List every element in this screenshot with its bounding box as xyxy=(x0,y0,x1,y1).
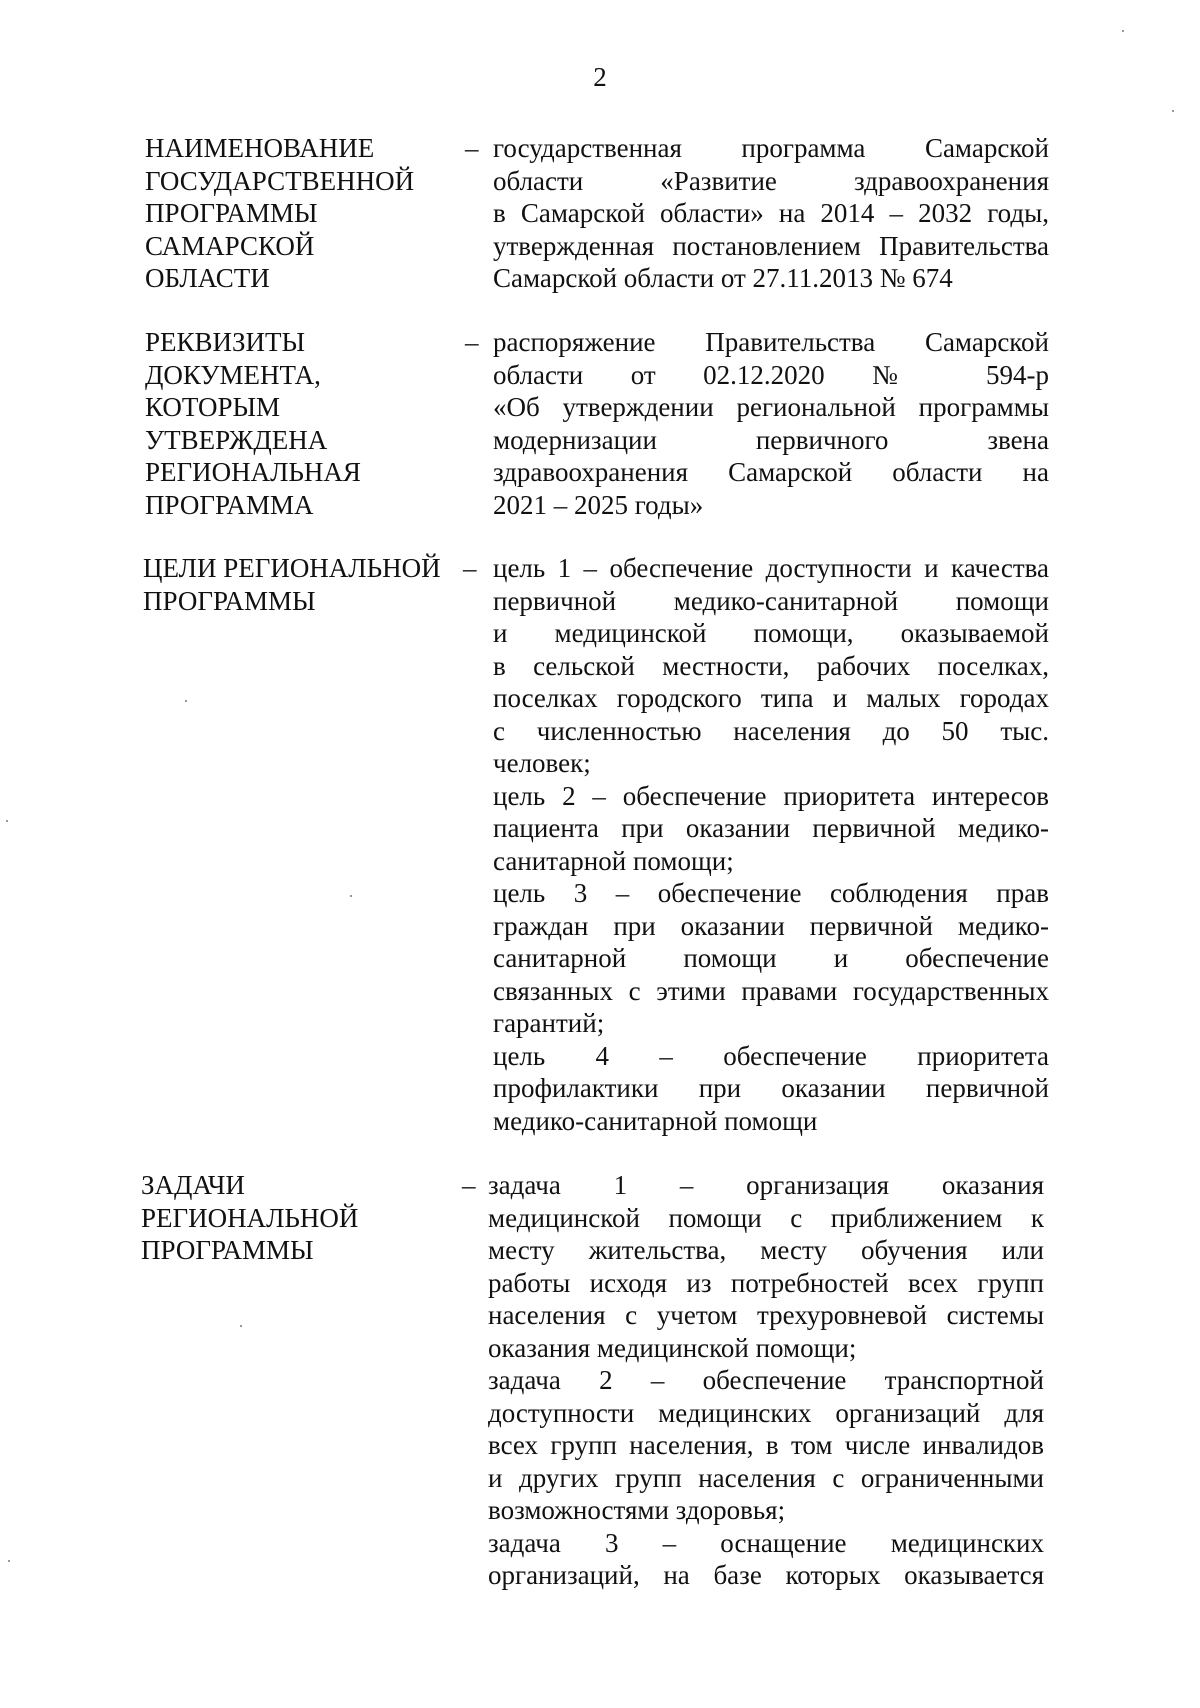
scan-speck xyxy=(350,895,352,897)
section-label xyxy=(145,132,465,295)
content-line: в сельской местности, рабочих поселках, xyxy=(493,650,1049,681)
content-line: цель 4 – обеспечение приоритета xyxy=(493,1040,1049,1071)
scan-speck xyxy=(6,820,8,822)
label-line: РЕГИОНАЛЬНАЯ xyxy=(145,457,361,487)
content-line: и других групп населения с ограниченными xyxy=(488,1462,1044,1493)
section-label xyxy=(141,1169,461,1267)
content-line: санитарной помощи; xyxy=(493,845,734,876)
content-line: связанных с этими правами государственных xyxy=(493,975,1049,1006)
content-line: задача 2 – обеспечение транспортной xyxy=(488,1365,1044,1395)
content-line: области «Развитие здравоохранения xyxy=(493,165,1049,196)
section-content xyxy=(493,132,1049,295)
section-dash: – xyxy=(463,553,477,583)
label-line: РЕКВИЗИТЫ xyxy=(145,327,306,357)
section-dash: – xyxy=(465,133,479,163)
content-line: человек; xyxy=(493,748,591,778)
content-line: 2021 – 2025 годы» xyxy=(493,489,704,520)
content-line: медицинской помощи с приближением к xyxy=(488,1202,1044,1233)
content-line: санитарной помощи и обеспечение xyxy=(493,943,1049,973)
label-line: ЦЕЛИ РЕГИОНАЛЬНОЙ xyxy=(143,553,441,583)
content-line: работы исходя из потребностей всех групп xyxy=(488,1267,1044,1298)
label-line: ДОКУМЕНТА, xyxy=(145,359,321,390)
label-line: ПРОГРАММЫ xyxy=(141,1235,314,1265)
content-line: с численностью населения до 50 тыс. xyxy=(493,715,1049,746)
page-number: 2 xyxy=(593,62,607,92)
section-dash: – xyxy=(465,327,479,357)
content-line: оказания медицинской помощи; xyxy=(488,1332,857,1363)
content-line: гарантий; xyxy=(493,1008,605,1038)
content-line: организаций, на базе которых оказывается xyxy=(488,1560,1044,1590)
scan-speck xyxy=(1122,30,1124,32)
label-line: РЕГИОНАЛЬНОЙ xyxy=(141,1202,359,1233)
label-line: УТВЕРЖДЕНА xyxy=(145,424,328,455)
scan-speck xyxy=(8,1560,10,1562)
label-line: ГОСУДАРСТВЕННОЙ xyxy=(145,165,415,196)
content-line: доступности медицинских организаций для xyxy=(488,1397,1044,1428)
scan-speck xyxy=(185,700,187,702)
section-label xyxy=(145,326,465,521)
content-line: граждан при оказании первичной медико- xyxy=(493,910,1049,941)
section-label xyxy=(143,552,463,617)
content-line: государственная программа Самарской xyxy=(493,133,1049,163)
content-line: задача 3 – оснащение медицинских xyxy=(488,1527,1044,1558)
content-line: поселках городского типа и малых городах xyxy=(493,683,1049,713)
section-content xyxy=(493,552,1049,1137)
content-line: модернизации первичного звена xyxy=(493,424,1049,455)
content-line: «Об утверждении региональной программы xyxy=(493,392,1049,422)
content-line: задача 1 – организация оказания xyxy=(488,1170,1044,1200)
section-content xyxy=(488,1169,1044,1592)
content-line: области от 02.12.2020 № 594-р xyxy=(493,359,1049,390)
content-line: в Самарской области» на 2014 – 2032 годы, xyxy=(493,198,1049,228)
label-line: КОТОРЫМ xyxy=(145,392,281,422)
label-line: ОБЛАСТИ xyxy=(145,263,270,293)
label-line: ПРОГРАММА xyxy=(145,489,314,520)
label-line: ПРОГРАММЫ xyxy=(145,198,318,228)
content-line: месту жительства, месту обучения или xyxy=(488,1235,1044,1265)
content-line: здравоохранения Самарской области на xyxy=(493,457,1049,487)
content-line: утвержденная постановлением Правительства xyxy=(493,230,1049,261)
scan-speck xyxy=(240,1325,242,1327)
content-line: профилактики при оказании первичной xyxy=(493,1073,1049,1103)
content-line: распоряжение Правительства Самарской xyxy=(493,327,1049,357)
content-line: пациента при оказании первичной медико- xyxy=(493,813,1049,843)
label-line: САМАРСКОЙ xyxy=(145,230,315,261)
content-line: цель 1 – обеспечение доступности и качества xyxy=(493,553,1049,583)
content-line: медико-санитарной помощи xyxy=(493,1105,818,1136)
content-line: всех групп населения, в том числе инвалидов xyxy=(488,1430,1044,1460)
section-dash: – xyxy=(462,1170,476,1200)
content-line: и медицинской помощи, оказываемой xyxy=(493,618,1049,648)
content-line: первичной медико-санитарной помощи xyxy=(493,585,1049,616)
label-line: ПРОГРАММЫ xyxy=(143,585,316,616)
content-line: возможностями здоровья; xyxy=(488,1495,786,1525)
content-line: населения с учетом трехуровневой системы xyxy=(488,1300,1044,1330)
content-line: цель 2 – обеспечение приоритета интересов xyxy=(493,780,1049,811)
content-line: цель 3 – обеспечение соблюдения прав xyxy=(493,878,1049,908)
section-content xyxy=(493,326,1049,521)
label-line: ЗАДАЧИ xyxy=(141,1170,245,1200)
scan-speck xyxy=(1172,110,1174,112)
content-line: Самарской области от 27.11.2013 № 674 xyxy=(493,263,953,293)
label-line: НАИМЕНОВАНИЕ xyxy=(145,133,375,163)
